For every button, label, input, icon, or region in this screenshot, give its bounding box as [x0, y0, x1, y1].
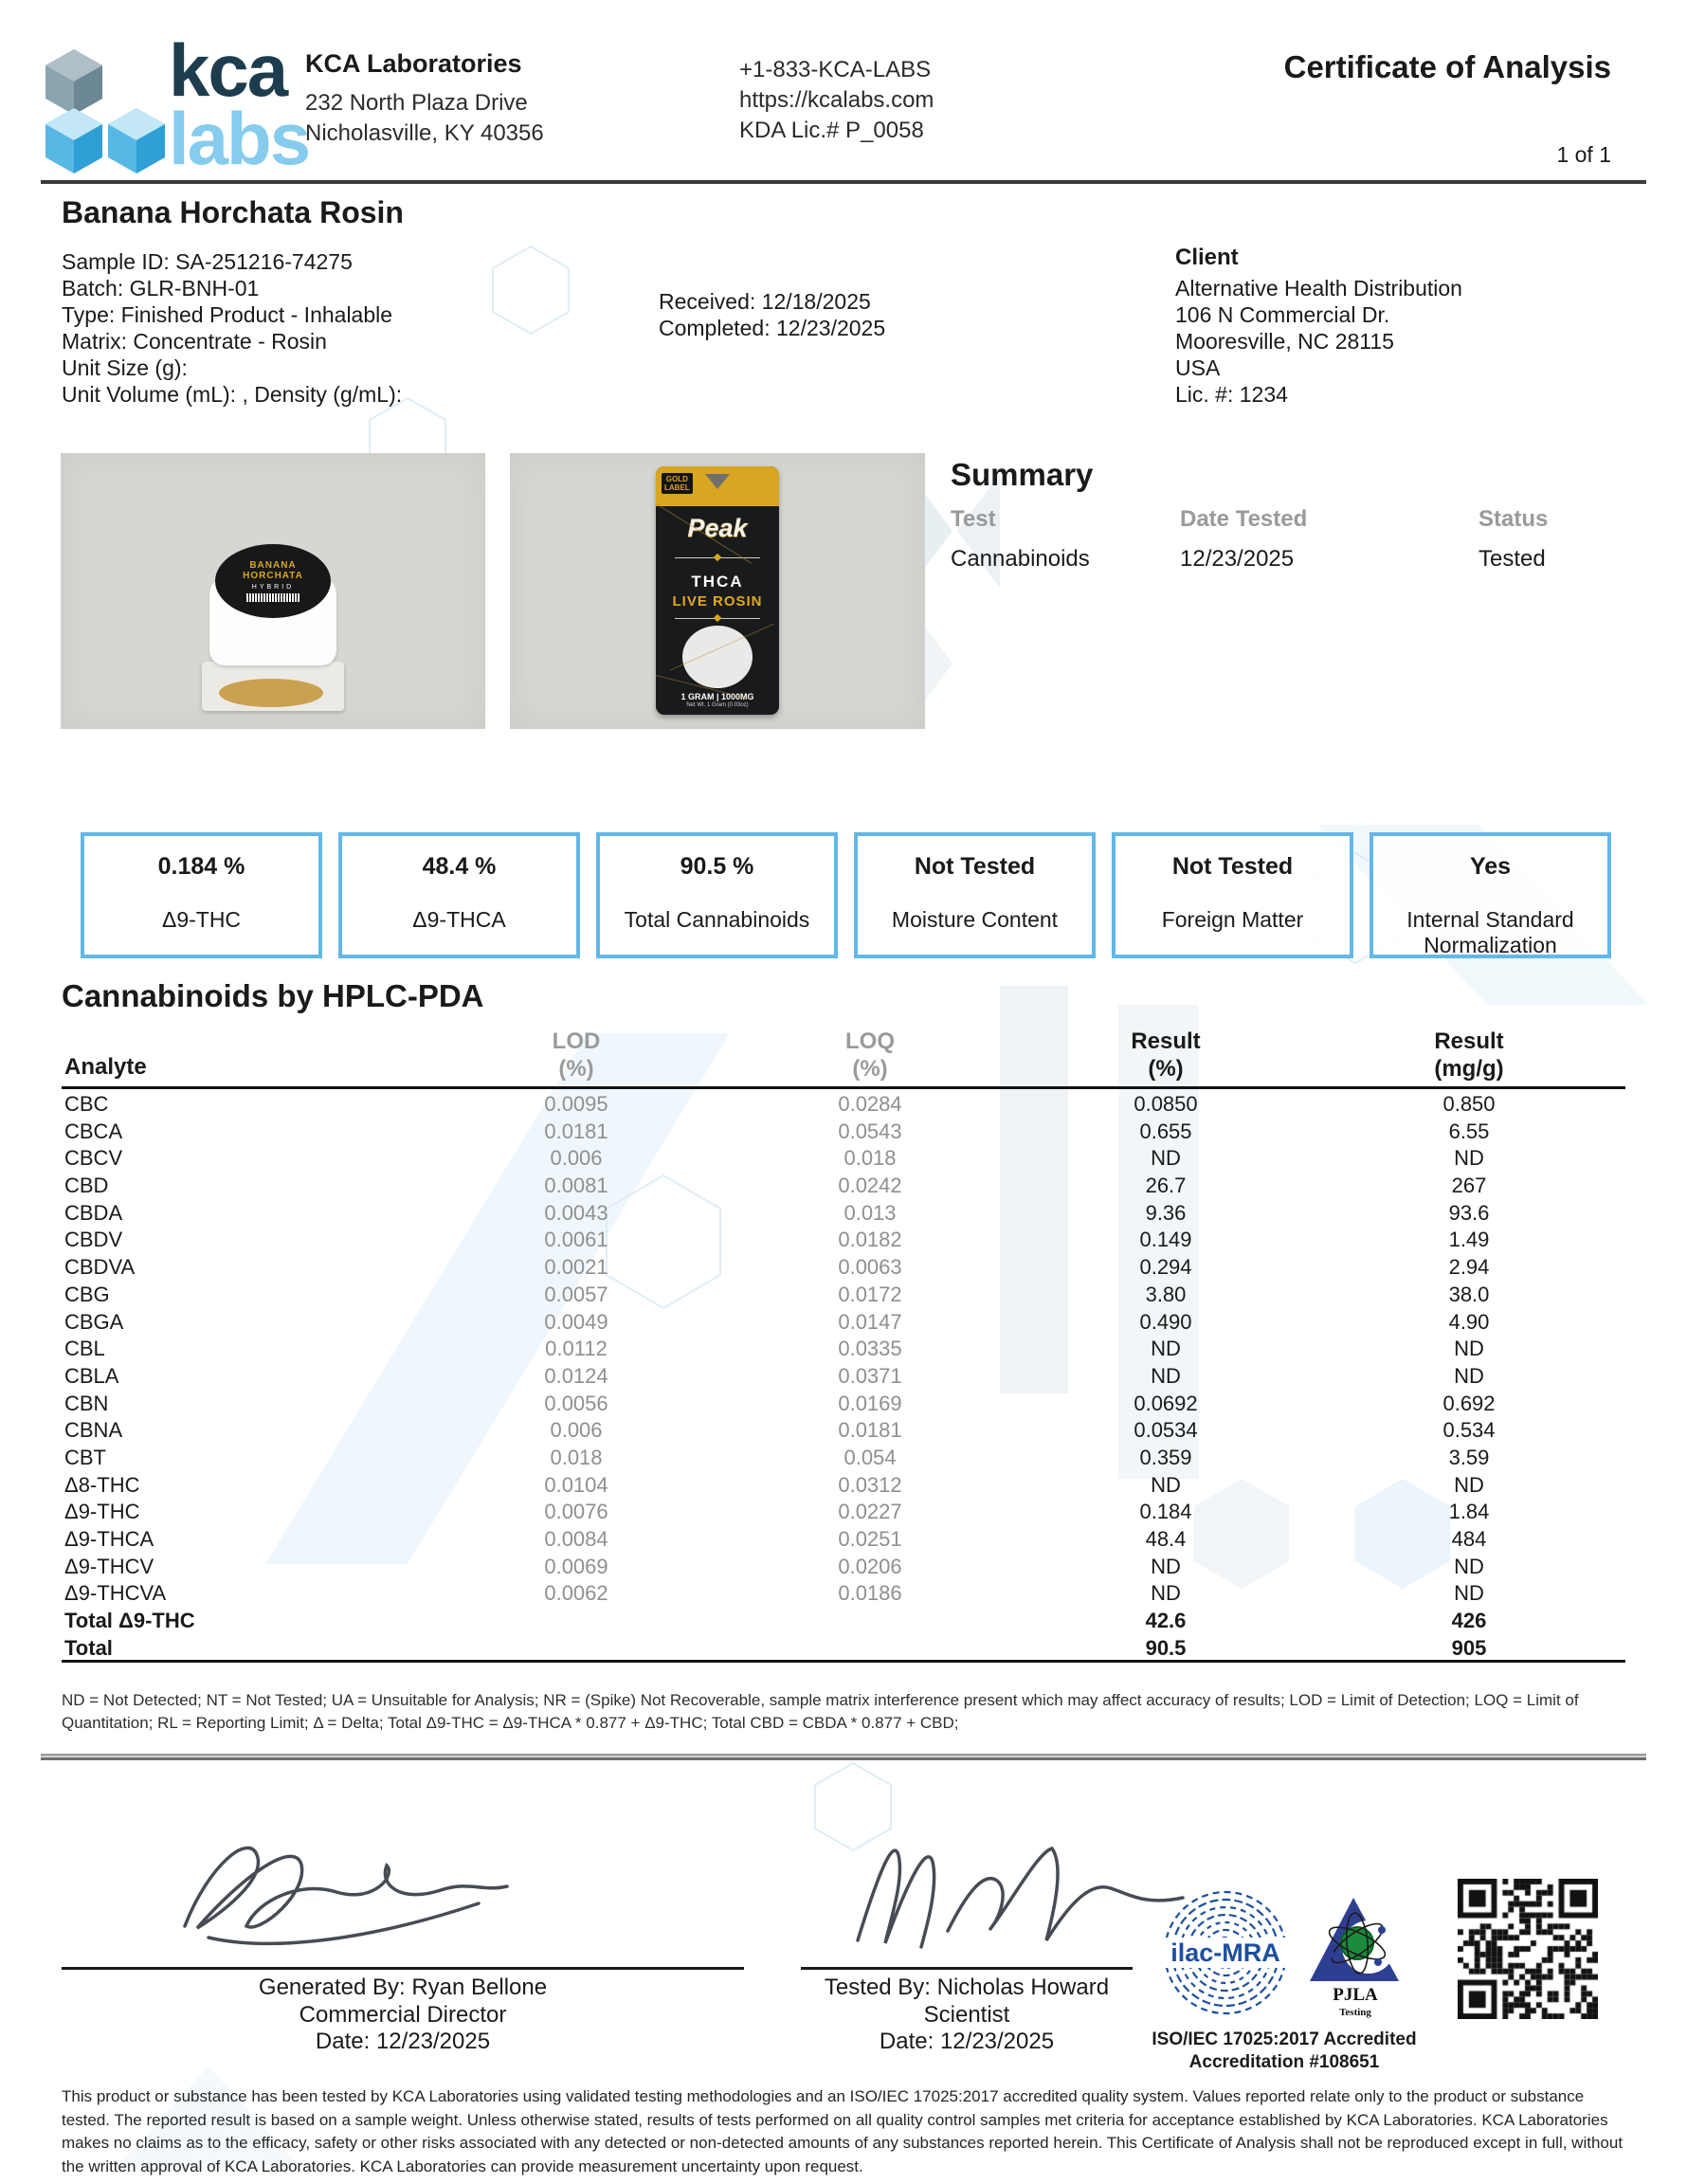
table-cell: CBNA: [64, 1418, 123, 1443]
table-cell: CBN: [64, 1391, 109, 1415]
summary-box-label: Foreign Matter: [1161, 907, 1304, 932]
lab-address-line1: 232 North Plaza Drive: [305, 90, 528, 116]
table-cell: CBLA: [64, 1363, 119, 1388]
table-cell: 93.6: [1448, 1200, 1490, 1225]
jar-label-line1: BANANA: [249, 560, 297, 571]
table-cell: 0.0112: [545, 1337, 608, 1361]
product-jar-photo: [61, 453, 485, 729]
table-cell: 0.850: [1442, 1092, 1496, 1116]
summary-boxes: [81, 832, 1611, 958]
package-card: [656, 466, 779, 715]
table-cell: ND: [1454, 1472, 1484, 1497]
table-row: [62, 1361, 1625, 1389]
kca-labs-logo-icon: [38, 32, 171, 184]
tested-by-rule: [801, 1967, 1133, 1970]
table-cell: 0.490: [1139, 1309, 1192, 1334]
col-header-analyte: Analyte: [64, 1054, 147, 1080]
accreditation-number: Accreditation #108651: [1188, 2052, 1380, 2072]
table-cell: 0.0095: [544, 1092, 608, 1116]
table-cell: 0.0534: [1134, 1418, 1198, 1443]
summary-box-value: Not Tested: [1171, 853, 1294, 880]
table-cell: ND: [1151, 1472, 1181, 1497]
logo-text-kca: kca: [169, 28, 287, 112]
table-cell: ND: [1151, 1146, 1181, 1171]
col-header-result-mgg: Result (mg/g): [1434, 1028, 1504, 1082]
table-row: [62, 1415, 1625, 1443]
lab-address-block: [305, 49, 544, 149]
table-cell: ND: [1454, 1146, 1484, 1171]
tested-by-title: Scientist: [923, 2001, 1010, 2028]
table-footnote: ND = Not Detected; NT = Not Tested; UA = Unsuitable for Analysis; NR = (Spike) Not Recoverable, sample matrix interference present which may affect accuracy of results; LOD = Limit of Detection; LOQ = Limit of Quantitation; RL = Reporting Limit; Δ = Delta; Total Δ9-THC = Δ9-THCA * 0.877 + Δ9-THC; Total CBD = CBDA * 0.877 + CBD;: [62, 1691, 1579, 1732]
tested-by-date: Date: 12/23/2025: [879, 2029, 1055, 2054]
summary-box-value: 0.184 %: [157, 853, 245, 880]
table-cell: 0.0692: [1134, 1391, 1198, 1415]
tested-by-name: Tested By: Nicholas Howard: [824, 1975, 1110, 2000]
table-cell: 426: [1451, 1609, 1487, 1633]
table-row: [62, 1252, 1625, 1280]
ilac-mra-logo: [1159, 1883, 1292, 2027]
completed-date: Completed: 12/23/2025: [659, 316, 886, 340]
summary-box-label: Moisture Content: [891, 907, 1059, 932]
table-header-row: [62, 1026, 1625, 1089]
table-cell: CBCA: [64, 1119, 123, 1143]
table-cell: 0.184: [1139, 1500, 1192, 1524]
table-row: [62, 1633, 1625, 1661]
client-block: [1175, 245, 1462, 408]
table-cell: CBC: [64, 1092, 109, 1116]
logo-text-labs: labs: [169, 97, 310, 180]
table-cell: Total: [64, 1635, 113, 1660]
table-cell: 0.0169: [838, 1391, 902, 1415]
tested-by-signature: [834, 1812, 1213, 1964]
client-license: Lic. #: 1234: [1175, 382, 1288, 407]
table-cell: 267: [1451, 1174, 1487, 1198]
table-cell: ND: [1454, 1337, 1484, 1361]
page-number: 1 of 1: [1556, 142, 1611, 167]
ilac-mra-text: ilac-MRA: [1170, 1938, 1280, 1967]
table-cell: 0.0543: [838, 1119, 902, 1143]
sample-matrix: Matrix: Concentrate - Rosin: [62, 329, 327, 354]
summary-date-value: 12/23/2025: [1180, 546, 1295, 572]
table-cell: 0.0084: [544, 1527, 608, 1551]
table-cell: 1.49: [1448, 1228, 1490, 1252]
received-date: Received: 12/18/2025: [659, 289, 871, 314]
generated-by-name: Generated By: Ryan Bellone: [258, 1975, 548, 2000]
table-cell: 0.0021: [544, 1255, 608, 1280]
table-cell: 0.692: [1442, 1391, 1496, 1415]
cannabinoids-heading: Cannabinoids by HPLC-PDA: [62, 978, 484, 1013]
table-cell: 0.294: [1139, 1255, 1192, 1280]
table-cell: ND: [1454, 1554, 1484, 1578]
table-cell: 0.013: [844, 1200, 897, 1225]
section-divider: [41, 1754, 1646, 1760]
table-cell: 0.0056: [544, 1391, 608, 1415]
summary-box: [338, 832, 580, 958]
table-cell: 38.0: [1448, 1282, 1490, 1306]
summary-box-label: Δ9-THCA: [412, 907, 506, 932]
sample-unit-size: Unit Size (g):: [62, 355, 188, 380]
qr-code[interactable]: [1458, 1879, 1598, 2019]
table-cell: 0.149: [1139, 1228, 1192, 1252]
table-row: [62, 1578, 1625, 1606]
pjla-text: PJLA: [1333, 1985, 1378, 2005]
dates-block: [659, 288, 885, 341]
table-cell: 905: [1451, 1635, 1487, 1660]
summary-box-value: 90.5 %: [680, 853, 754, 880]
package-gold-label-badge: GOLD LABEL: [662, 473, 693, 494]
table-row: [62, 1497, 1625, 1524]
table-cell: Δ9-THC: [64, 1500, 140, 1524]
table-cell: Δ9-THCV: [64, 1554, 154, 1578]
sample-type: Type: Finished Product - Inhalable: [62, 302, 393, 327]
table-cell: 0.0251: [838, 1527, 902, 1551]
table-row: [62, 1389, 1625, 1416]
tested-by-block: [801, 1975, 1133, 2056]
summary-box-value: 48.4 %: [422, 853, 497, 880]
table-row: [62, 1225, 1625, 1252]
table-cell: 26.7: [1145, 1174, 1187, 1198]
table-cell: 0.006: [550, 1418, 603, 1443]
table-cell: 0.0104: [544, 1472, 608, 1497]
table-cell: 48.4: [1145, 1527, 1187, 1551]
table-row: [62, 1280, 1625, 1307]
table-cell: 2.94: [1448, 1255, 1490, 1280]
table-cell: 0.359: [1139, 1445, 1192, 1469]
table-cell: 0.006: [550, 1146, 603, 1171]
jar-barcode: [246, 593, 299, 602]
table-cell: CBT: [64, 1445, 106, 1469]
client-address2: Mooresville, NC 28115: [1175, 329, 1394, 354]
table-cell: 0.0371: [838, 1363, 902, 1388]
lab-name: KCA Laboratories: [305, 49, 522, 78]
pjla-logo: [1306, 1894, 1405, 2021]
table-cell: 0.534: [1442, 1418, 1496, 1443]
summary-box-label: Δ9-THC: [161, 907, 242, 932]
table-cell: CBCV: [64, 1146, 123, 1171]
table-row: [62, 1334, 1625, 1361]
table-cell: 42.6: [1145, 1609, 1187, 1633]
table-cell: CBG: [64, 1282, 110, 1306]
table-cell: 0.0076: [544, 1500, 608, 1524]
generated-by-block: [62, 1975, 744, 2056]
table-cell: 0.0057: [544, 1282, 608, 1306]
iso-accredited-line: ISO/IEC 17025:2017 Accredited: [1152, 2029, 1417, 2049]
summary-box-label: Total Cannabinoids: [624, 907, 810, 932]
sample-info-block: [62, 248, 402, 408]
table-cell: ND: [1151, 1363, 1181, 1388]
package-weight: 1 GRAM | 1000MG: [680, 692, 754, 701]
cannabinoid-rows: [62, 1089, 1625, 1663]
table-cell: 0.0069: [544, 1554, 608, 1578]
table-cell: 3.80: [1145, 1282, 1187, 1306]
table-cell: CBGA: [64, 1309, 124, 1334]
client-name: Alternative Health Distribution: [1175, 276, 1462, 300]
generated-by-date: Date: 12/23/2025: [315, 2029, 491, 2054]
package-product-line1: THCA: [691, 573, 744, 591]
col-header-result-pct: Result (%): [1131, 1028, 1201, 1082]
table-row: [62, 1470, 1625, 1498]
table-cell: 0.0181: [838, 1418, 902, 1443]
table-cell: 1.84: [1448, 1500, 1490, 1524]
summary-box: [1112, 832, 1353, 958]
table-cell: 0.018: [550, 1445, 603, 1469]
table-cell: ND: [1454, 1581, 1484, 1606]
table-cell: 0.0147: [838, 1309, 902, 1334]
summary-heading: Summary: [951, 457, 1094, 492]
product-package-photo: [510, 453, 925, 729]
table-row: [62, 1117, 1625, 1144]
col-header-loq: LOQ (%): [845, 1028, 895, 1082]
logo-cube-blue-right: [108, 108, 165, 173]
client-country: USA: [1175, 355, 1221, 380]
summary-col-status: [1478, 506, 1548, 573]
summary-col-date: [1180, 506, 1307, 573]
summary-box: [596, 832, 838, 958]
summary-test-label: Test: [951, 506, 996, 532]
package-window: [682, 626, 753, 688]
package-product-line2: LIVE ROSIN: [672, 593, 763, 610]
table-cell: ND: [1151, 1337, 1181, 1361]
table-cell: 0.0227: [838, 1500, 902, 1524]
table-cell: ND: [1151, 1554, 1181, 1578]
table-cell: Total Δ9-THC: [64, 1609, 195, 1633]
summary-box-label: Internal Standard Normalization: [1406, 907, 1574, 957]
jar-label-strain: HYBRID: [251, 584, 295, 591]
table-cell: ND: [1151, 1581, 1181, 1606]
table-cell: CBDV: [64, 1228, 123, 1252]
table-cell: ND: [1454, 1363, 1484, 1388]
package-hang-hole: [705, 474, 730, 489]
table-cell: 6.55: [1448, 1119, 1490, 1143]
generated-by-title: Commercial Director: [299, 2001, 507, 2028]
package-brand: Peak: [687, 514, 748, 542]
table-cell: 0.0124: [544, 1363, 608, 1388]
table-cell: 0.0063: [838, 1255, 902, 1280]
lab-kda-license: KDA Lic.# P_0058: [739, 118, 924, 143]
summary-box: [81, 832, 322, 958]
sample-unit-volume: Unit Volume (mL): , Density (g/mL):: [62, 382, 403, 407]
cannabinoids-table: [62, 1026, 1625, 1663]
table-cell: Δ9-THCA: [64, 1527, 154, 1551]
lab-contact-block: [739, 55, 934, 146]
table-cell: 0.018: [844, 1146, 897, 1171]
lab-website-link[interactable]: https://kcalabs.com: [739, 87, 934, 113]
table-row: [62, 1198, 1625, 1226]
package-ornament-bottom: [675, 618, 760, 625]
document-title: Certificate of Analysis: [1283, 49, 1611, 84]
table-cell: 0.0186: [838, 1581, 902, 1606]
table-cell: 0.0182: [838, 1228, 902, 1252]
table-row: [62, 1606, 1625, 1633]
summary-box: [854, 832, 1096, 958]
table-cell: CBDVA: [64, 1255, 136, 1280]
lab-phone: +1-833-KCA-LABS: [739, 57, 932, 82]
table-row: [62, 1143, 1625, 1171]
summary-status-label: Status: [1478, 506, 1549, 532]
table-cell: 0.0206: [838, 1554, 902, 1578]
pjla-sub-text: Testing: [1339, 2007, 1371, 2018]
table-cell: 0.0284: [838, 1092, 902, 1116]
summary-status-value: Tested: [1478, 546, 1546, 572]
table-row: [62, 1552, 1625, 1579]
summary-test-value: Cannabinoids: [951, 546, 1090, 572]
table-cell: CBL: [64, 1337, 105, 1361]
table-row: [62, 1089, 1625, 1117]
table-cell: 0.655: [1139, 1119, 1192, 1143]
summary-box-value: Not Tested: [914, 853, 1036, 880]
table-cell: 484: [1451, 1527, 1487, 1551]
table-cell: 0.0062: [544, 1581, 608, 1606]
table-cell: 0.0061: [544, 1228, 608, 1252]
rosin-content: [219, 679, 323, 707]
generated-by-signature: [142, 1812, 550, 1964]
summary-box: [1370, 832, 1611, 958]
sample-id: Sample ID: SA-251216-74275: [62, 249, 353, 274]
table-cell: 90.5: [1145, 1635, 1187, 1660]
table-cell: CBD: [64, 1174, 109, 1198]
table-cell: 9.36: [1145, 1200, 1187, 1225]
table-cell: 0.0043: [544, 1200, 608, 1225]
client-address1: 106 N Commercial Dr.: [1175, 302, 1390, 327]
table-row: [62, 1524, 1625, 1552]
table-cell: 0.0335: [838, 1337, 902, 1361]
legal-disclaimer: This product or substance has been tested by KCA Laboratories using validated testing methodologies and an ISO/IEC 17025:2017 accredited quality system. Values reported relate only to the product or substance tested. The reported result is based on a sample weight. Unless otherwise stated, results of tests performed on all quality control samples met criteria for acceptance established by KCA Laboratories. KCA Laboratories makes no claims as to the efficacy, safety or other risks associated with any detected or non-detected amounts of any substances reported herein. This Certificate of Analysis shall not be reproduced except in full, without the written approval of KCA Laboratories. KCA Laboratories can provide measurement uncertainty upon request.: [62, 2087, 1624, 2175]
table-cell: CBDA: [64, 1200, 123, 1225]
table-cell: 0.0172: [838, 1282, 902, 1306]
jar-top-label: [215, 544, 331, 618]
summary-col-test: [951, 506, 1090, 573]
table-cell: 0.0850: [1134, 1092, 1198, 1116]
logo-cube-blue-left: [45, 108, 102, 173]
generated-by-rule: [62, 1967, 744, 1970]
summary-date-label: Date Tested: [1180, 506, 1308, 532]
logo-cube-grey: [45, 49, 102, 115]
accreditation-caption: [1152, 2029, 1417, 2074]
table-cell: 4.90: [1448, 1309, 1490, 1334]
sample-batch: Batch: GLR-BNH-01: [62, 276, 260, 300]
package-net-weight: Net Wt. 1 Gram (0.03oz): [686, 702, 749, 708]
table-cell: 0.0242: [838, 1174, 902, 1198]
lab-address-line2: Nicholasville, KY 40356: [305, 120, 544, 146]
table-cell: 0.0049: [544, 1309, 608, 1334]
product-name: Banana Horchata Rosin: [62, 195, 404, 229]
table-cell: 0.0081: [544, 1174, 608, 1198]
table-row: [62, 1171, 1625, 1198]
table-cell: 0.0312: [838, 1472, 902, 1497]
table-cell: Δ9-THCVA: [64, 1581, 167, 1606]
table-row: [62, 1307, 1625, 1335]
header-divider: [41, 180, 1646, 184]
client-heading: Client: [1175, 245, 1239, 270]
table-cell: 3.59: [1448, 1445, 1490, 1469]
kca-labs-wordmark: [169, 28, 310, 180]
summary-box-value: Yes: [1469, 853, 1512, 880]
table-cell: 0.054: [844, 1445, 897, 1469]
table-cell: 0.0181: [544, 1119, 608, 1143]
jar-label-line2: HORCHATA: [243, 571, 303, 581]
col-header-lod: LOD (%): [552, 1028, 601, 1082]
table-cell: Δ8-THC: [64, 1472, 140, 1497]
table-row: [62, 1443, 1625, 1470]
